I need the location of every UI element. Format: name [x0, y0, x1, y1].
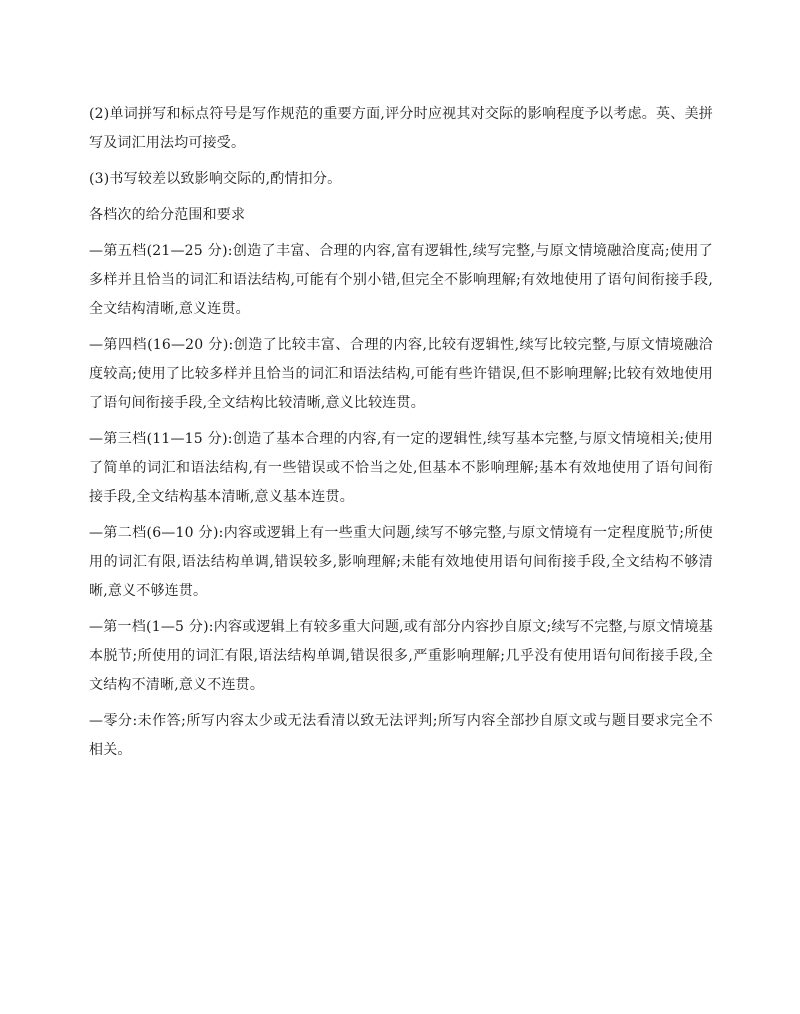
rule-spelling-punctuation: (2)单词拼写和标点符号是写作规范的重要方面,评分时应视其对交际的影响程度予以考虑。英、美拼写及词汇用法均可接受。: [89, 106, 713, 151]
rule-handwriting: (3)书写较差以致影响交际的,酌情扣分。: [89, 171, 342, 187]
grade-level-1: —第一档(1—5 分):内容或逻辑上有较多重大问题,或有部分内容抄自原文;续写不完整,与原文情境基本脱节;所使用的词汇有限,语法结构单调,错误很多,严重影响理解;几乎没有使用语句间衔接手段,全文结构不清晰,意义不连贯。: [89, 619, 713, 693]
grade-level-2: —第二档(6—10 分):内容或逻辑上有一些重大问题,续写不够完整,与原文情境有一定程度脱节;所使用的词汇有限,语法结构单调,错误较多,影响理解;未能有效地使用语句间衔接手段,全文结构不够清晰,意义不够连贯。: [89, 525, 713, 599]
grade-level-3: —第三档(11—15 分):创造了基本合理的内容,有一定的逻辑性,续写基本完整,与原文情境相关;使用了简单的词汇和语法结构,有一些错误或不恰当之处,但基本不影响理解;基本有效地使用了语句间衔接手段,全文结构基本清晰,意义基本连贯。: [89, 431, 713, 505]
grade-level-5: —第五档(21—25 分):创造了丰富、合理的内容,富有逻辑性,续写完整,与原文情境融洽度高;使用了多样并且恰当的词汇和语法结构,可能有个别小错,但完全不影响理解;有效地使用了语句间衔接手段,全文结构清晰,意义连贯。: [89, 243, 713, 317]
section-heading-grade-levels: 各档次的给分范围和要求: [89, 207, 246, 223]
grade-level-4: —第四档(16—20 分):创造了比较丰富、合理的内容,比较有逻辑性,续写比较完整,与原文情境融洽度较高;使用了比较多样并且恰当的词汇和语法结构,可能有些许错误,但不影响理解;比较有效地使用了语句间衔接手段,全文结构比较清晰,意义比较连贯。: [89, 337, 714, 411]
document-page: [89, 100, 713, 772]
grade-level-zero: —零分:未作答;所写内容太少或无法看清以致无法评判;所写内容全部抄自原文或与题目要求完全不相关。: [89, 713, 713, 758]
